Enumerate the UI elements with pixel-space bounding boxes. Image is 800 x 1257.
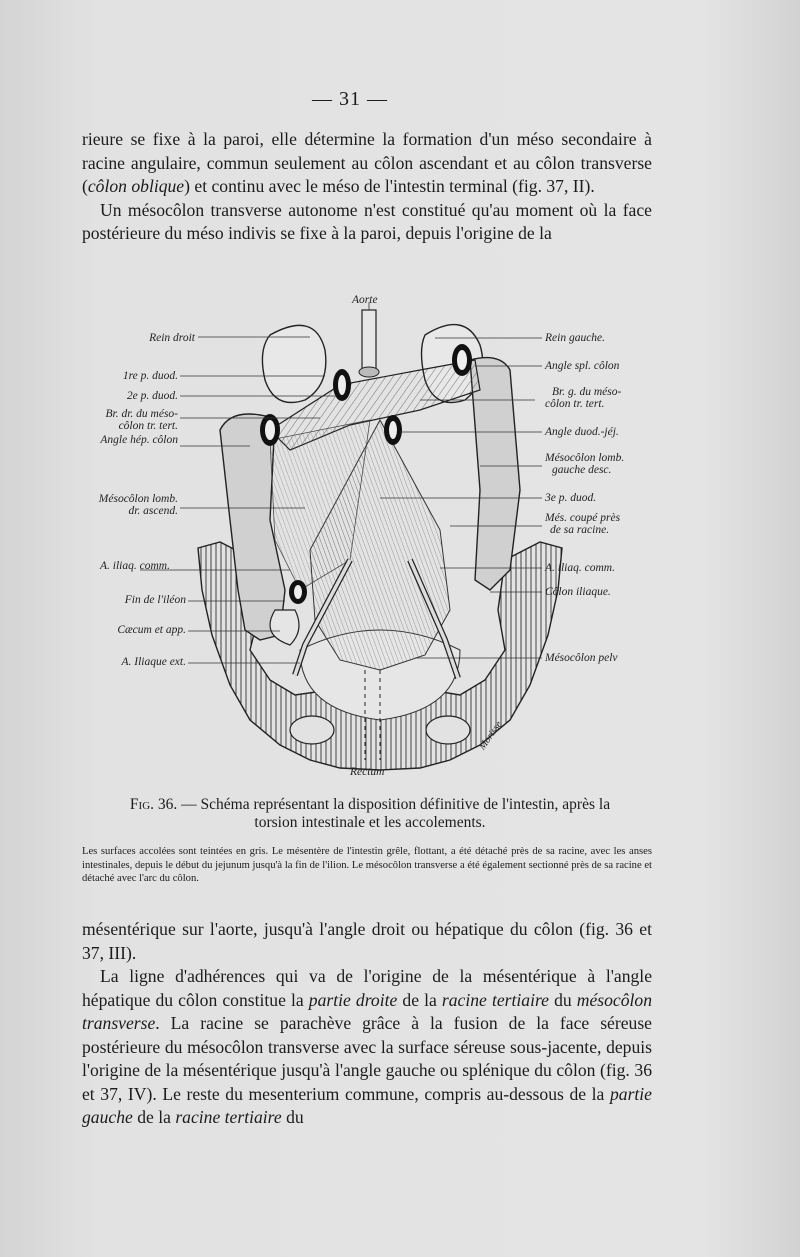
para-bottom-seg-5: du <box>548 989 577 1010</box>
label-mesocolon-g-1: Mésocôlon lomb. <box>545 452 625 464</box>
colon-descending <box>470 358 520 590</box>
para-bottom-seg-6: mésocôlon transverse <box>82 989 653 1033</box>
figure-note: Les surfaces accolées sont teintées en gris. Le mésentère de l'intestin grêle, flottant, a été détaché près de sa racine, avec les anses intestinales, depuis le début du jejunum jusqu'à la fin de l'ilion. Le mésocôlon transverse a été également sectionné près de sa racine et détaché avec l'arc du côlon. <box>82 846 652 884</box>
label-angle-hep: Angle hép. côlon <box>100 434 178 446</box>
label-br-g-1: Br. g. du méso- <box>552 386 622 398</box>
label-fin-ileon: Fin de l'iléon <box>124 594 186 606</box>
para-bottom-seg-3: de la <box>397 989 442 1010</box>
para-top-text-3: Un mésocôlon transverse autonome n'est constitué qu'au moment où la face postérieure du méso indivis se fixe à la paroi, depuis l'origine de la <box>82 199 652 243</box>
obturator-right <box>426 716 470 744</box>
aorta-cut <box>359 367 379 377</box>
label-rein-droit: Rein droit <box>149 332 195 344</box>
para-bottom-seg-1: La ligne d'adhérences qui va de l'origine de la mésentérique à l'angle hépatique du côlon constitue la <box>82 966 652 1010</box>
label-br-g-2: côlon tr. tert. <box>545 398 605 410</box>
label-mesocolon-dr-1: Mésocôlon lomb. <box>98 493 178 505</box>
caption-text: — Schéma représentant la disposition définitive de l'intestin, après la torsion intestinale et les accolements. <box>181 796 611 831</box>
caecum <box>270 610 299 645</box>
label-rein-gauche: Rein gauche. <box>545 332 606 344</box>
para-bottom-seg-4: racine tertiaire <box>441 989 549 1010</box>
label-3e-duod: 3e p. duod. <box>545 492 597 504</box>
para-bottom-seg-9: de la <box>132 1107 176 1127</box>
para-bottom-seg-11: du <box>281 1107 304 1127</box>
label-br-dr-1: Br. dr. du méso- <box>105 408 178 420</box>
label-angle-spl: Angle spl. côlon <box>545 360 620 372</box>
para-bottom-seg-10: racine tertiaire <box>175 1107 282 1127</box>
label-br-dr-2: côlon tr. tert. <box>118 420 178 432</box>
para-bottom-seg-7: . La racine se parachève grâce à la fusion de la face séreuse postérieure du mésocôlon transverse avec la surface séreuse sous-jacente, depuis l'origine de la mésentérique jusqu'à l'angle gauche ou splénique du côlon (fig. 36 et 37, IV). Le reste du mesenterium commune, compris au-dessous de la <box>82 1013 652 1104</box>
label-2e-duod: 2e p. duod. <box>126 390 178 402</box>
label-mes-coupe-2: de sa racine. <box>550 524 610 536</box>
anatomical-figure <box>80 290 660 790</box>
label-aorte: Aorte <box>352 294 378 306</box>
label-rectum: Rectum <box>350 766 385 778</box>
page-number: — 31 — <box>312 88 388 110</box>
label-caecum: Cæcum et app. <box>117 624 186 636</box>
label-angle-duod-jej: Angle duod.-jéj. <box>545 426 619 438</box>
para-top-italic-1: côlon oblique <box>87 176 185 196</box>
paragraph-top <box>82 128 652 246</box>
paragraph-bottom <box>82 918 652 1130</box>
label-1re-duod: 1re p. duod. <box>122 370 178 382</box>
caption-fig: Fig. 36. <box>129 796 178 813</box>
label-iliaq-comm-l: A. iliaq. comm. <box>100 560 170 572</box>
label-colon-iliaque: Côlon iliaque. <box>545 586 611 598</box>
para-top-text-2: ) et continu avec le méso de l'intestin terminal (fig. 37, II). <box>184 176 595 196</box>
label-iliaque-ext: A. Iliaque ext. <box>121 656 186 668</box>
label-mesocolon-g-2: gauche desc. <box>552 464 612 476</box>
para-bottom-seg-8: partie gauche <box>82 1083 652 1127</box>
label-iliaq-comm-r: A. iliaq. comm. <box>545 562 615 574</box>
signature: Morisse <box>476 719 505 753</box>
aorta <box>362 310 376 370</box>
label-mesocolon-dr-2: dr. ascend. <box>128 505 178 517</box>
para-bottom-1: mésentérique sur l'aorte, jusqu'à l'angle droit ou hépatique du côlon (fig. 36 et 37, III). <box>82 919 652 963</box>
obturator-left <box>290 716 334 744</box>
para-bottom-seg-2: partie droite <box>308 989 398 1010</box>
label-mes-coupe-1: Més. coupé près <box>545 512 621 524</box>
label-mesocolon-pelv: Mésocôlon pelv <box>545 652 618 664</box>
para-top-text-1: rieure se fixe à la paroi, elle détermine la formation d'un méso secondaire à racine angulaire, commun seulement au côlon ascendant et au côlon transverse ( <box>82 129 652 196</box>
figure-caption <box>120 796 620 832</box>
